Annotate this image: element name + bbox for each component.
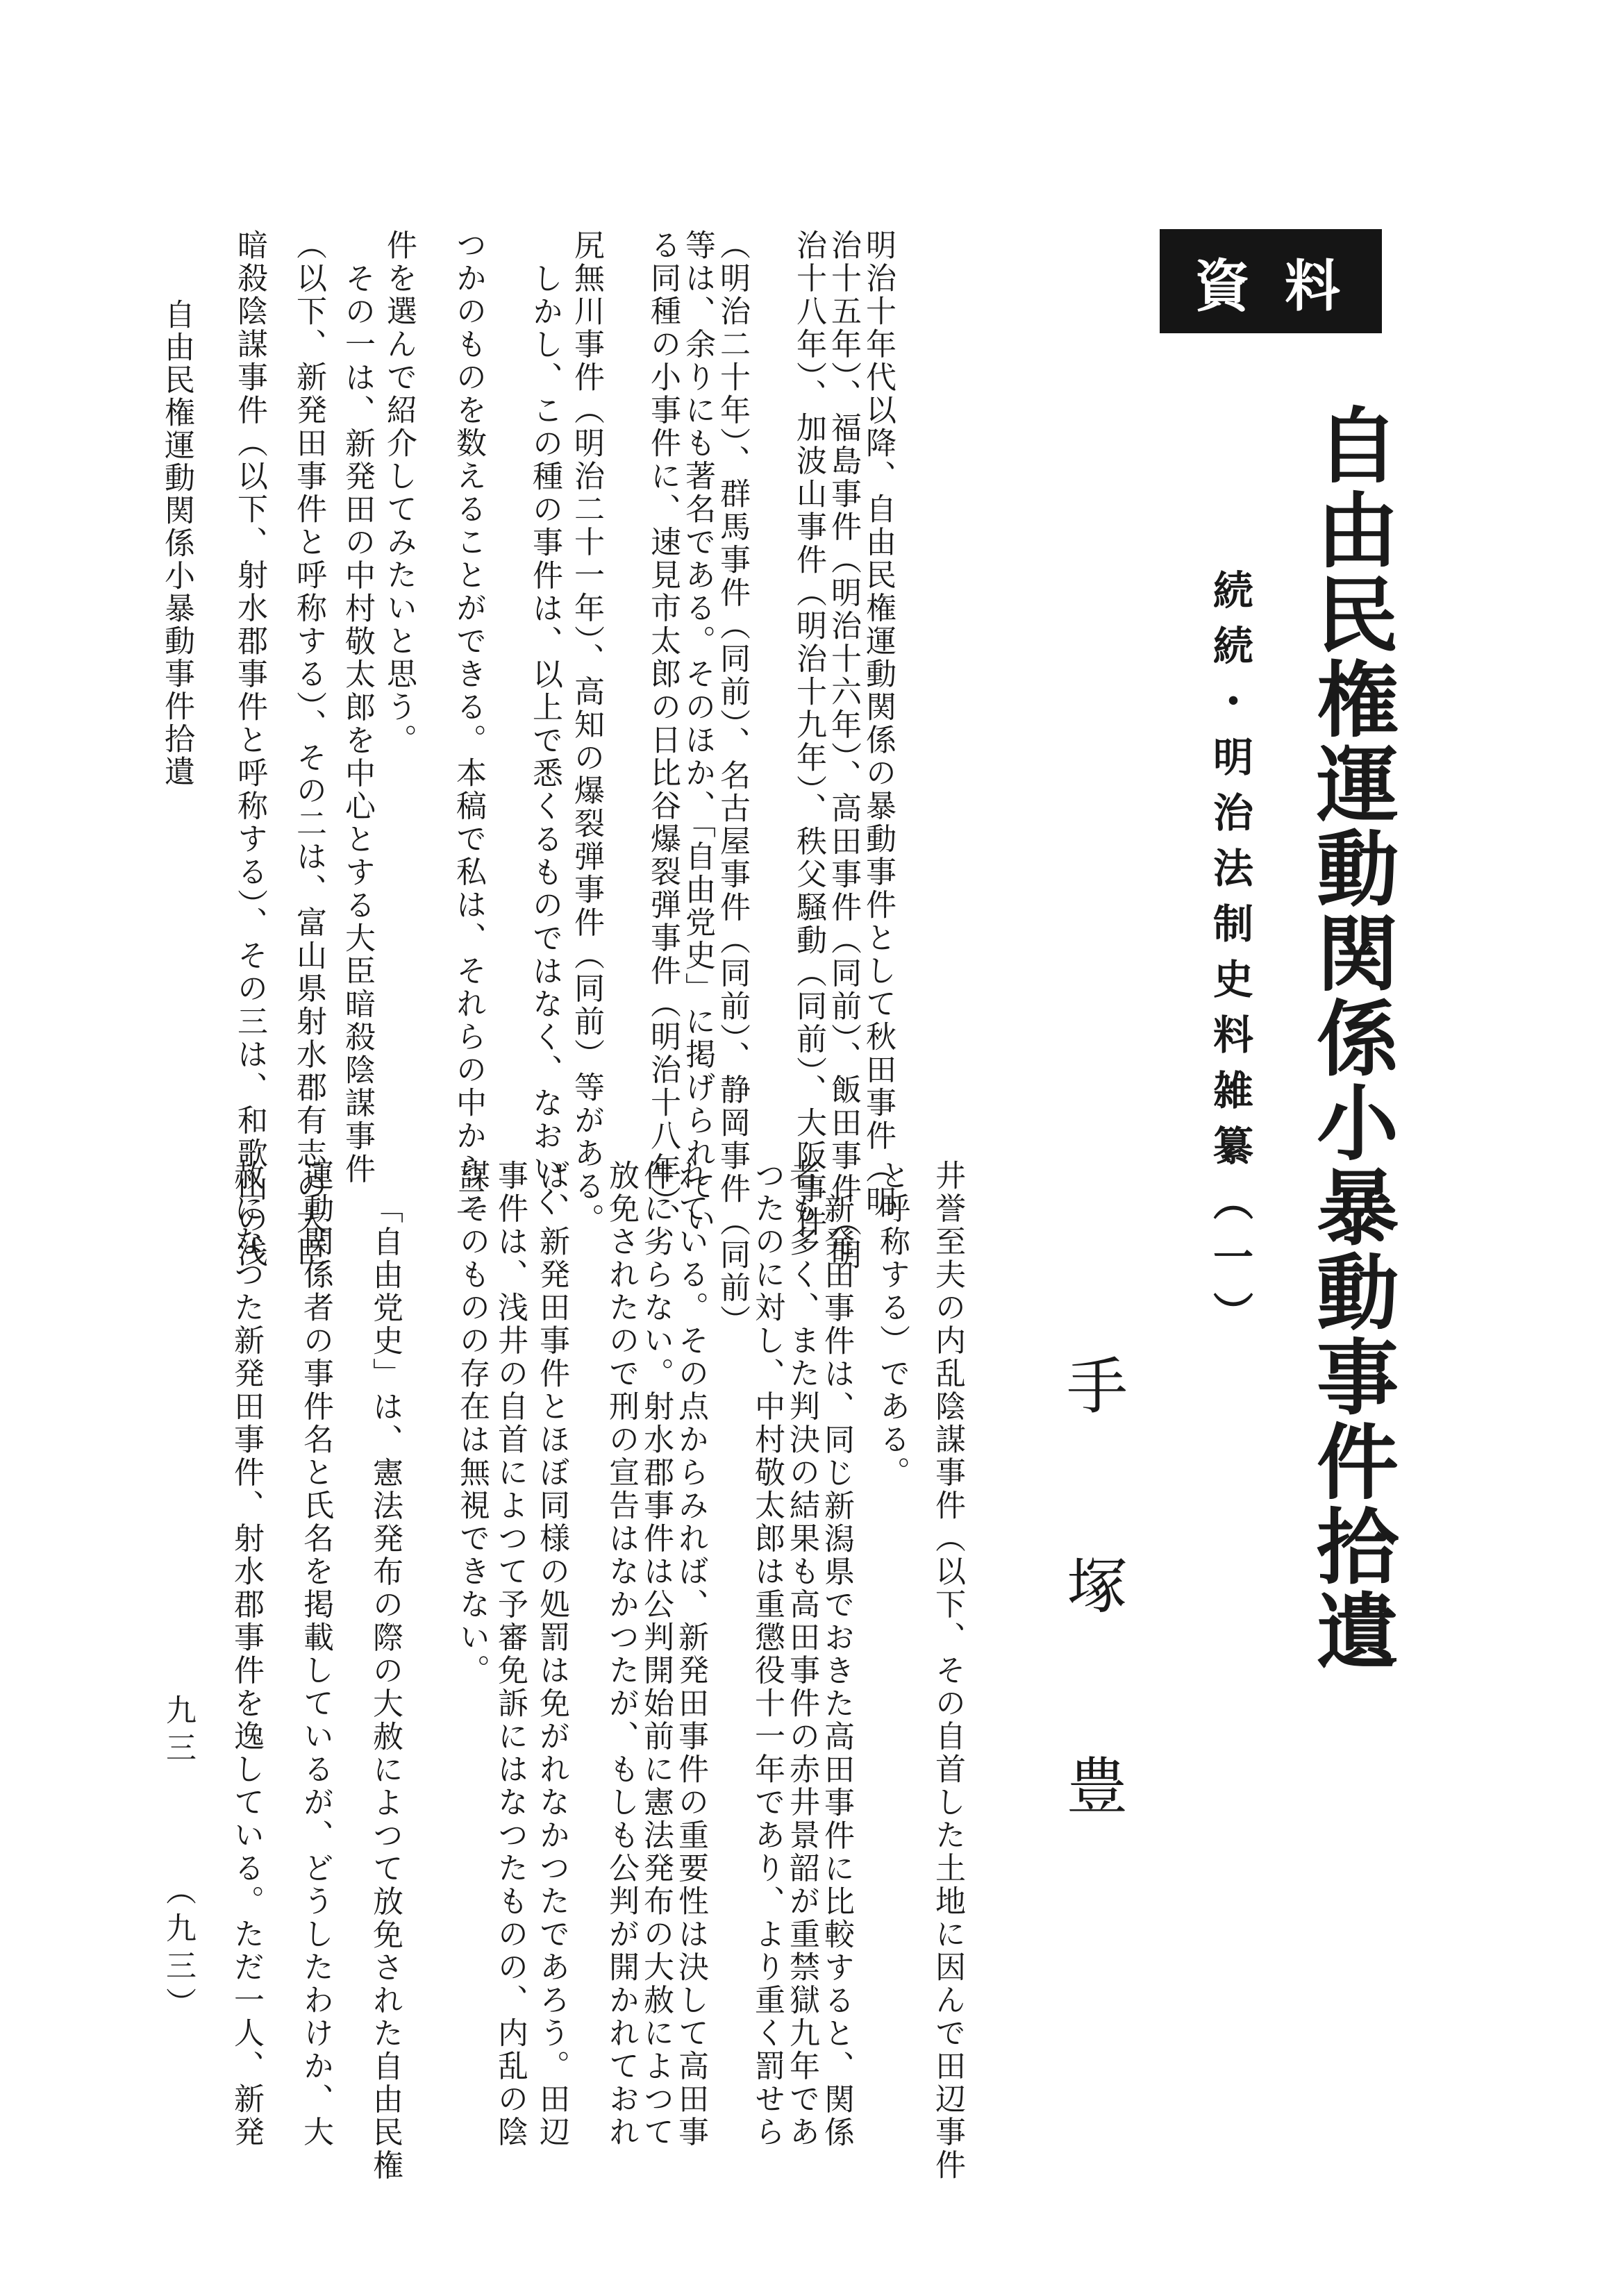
body-lower-line-5: つたのに対し、中村敬太郎は重懲役十一年であり、より重く罰せら: [749, 1159, 785, 2149]
body-upper-line-11: その一は、新発田の中村敬太郎を中心とする大臣暗殺陰謀事件: [340, 262, 375, 1186]
body-upper-line-1: 明治十年代以降、自由民権運動関係の暴動事件として秋田事件（明: [860, 229, 896, 1218]
running-title: 自由民権運動関係小暴動事件拾遺: [159, 299, 194, 788]
body-lower-line-7: 件に劣らない。射水郡事件は公判開始前に憲法発布の大赦によつて: [638, 1159, 674, 2149]
body-upper-line-13: 暗殺陰謀事件（以下、射水郡事件と呼称する）、その三は、和歌山の浅: [232, 229, 267, 1269]
body-upper-line-3: 治十八年）、加波山事件（明治十九年）、秩父騒動（同前）、大阪事件: [791, 229, 826, 1239]
page-number: 九三: [160, 1694, 196, 1769]
body-lower-line-14: 赦になつた新発田事件、射水郡事件を逸している。ただ一人、新発: [228, 1159, 264, 2149]
body-lower-line-10: 事件は、浅井の自首によつて予審免訴にはなつたものの、内乱の陰: [492, 1159, 528, 2149]
body-lower-line-13: 運動関係者の事件名と氏名を掲載しているが、どうしたわけか、大: [298, 1159, 333, 2149]
body-lower-line-2: と呼称する）である。: [874, 1159, 910, 1489]
body-upper-line-4: （明治二十年）、群馬事件（同前）、名古屋事件（同前）、静岡事件（同前）: [715, 229, 750, 1338]
body-upper-line-8: しかし、この種の事件は、以上で悉くるものではなく、なおいく: [527, 262, 562, 1219]
body-upper-line-7: 尻無川事件（明治二十一年）、高知の爆裂弾事件（同前）等がある。: [569, 229, 604, 1237]
body-lower-line-1: 井誉至夫の内乱陰謀事件（以下、その自首した土地に因んで田辺事件: [930, 1159, 965, 2182]
body-upper-line-2: 治十五年）、福島事件（明治十六年）、高田事件（同前）、飯田事件（明: [826, 229, 861, 1272]
article-subtitle: 続続・明治法制史料雑纂（一）: [1206, 569, 1253, 1347]
body-upper-line-12: （以下、新発田事件と呼称する）、その二は、富山県射水郡有志の大臣: [291, 229, 326, 1269]
body-lower-line-8: 放免されたので刑の宣告はなかつたが、もしも公判が開かれておれ: [603, 1159, 639, 2149]
body-lower-line-11: 謀そのものの存在は無視できない。: [454, 1159, 490, 1687]
section-badge: 資料: [1160, 229, 1382, 333]
body-upper-line-9: つかのものを数えることができる。本稿で私は、それらの中から三: [451, 229, 486, 1218]
body-lower-line-9: ば、新発田事件とほぼ同様の処罰は免がれなかつたであろう。田辺: [534, 1159, 569, 2149]
body-lower-line-3: 新発田事件は、同じ新潟県でおきた高田事件に比較すると、関係: [819, 1193, 854, 2150]
author-name: 手塚豊: [1057, 1354, 1128, 1954]
body-upper-line-10: 件を選んで紹介してみたいと思う。: [381, 229, 417, 757]
article-title: 自由民権運動関係小暴動事件拾遺: [1303, 403, 1399, 1673]
body-upper-line-5: 等は、余りにも著名である。そのほか、「自由党史」に掲げられてい: [680, 229, 715, 1237]
body-lower-line-4: 者も多く、また判決の結果も高田事件の赤井景韶が重禁獄九年であ: [784, 1159, 819, 2149]
body-lower-line-12: 「自由党史」は、憲法発布の際の大赦によつて放免された自由民権: [367, 1193, 403, 2182]
body-upper-line-6: る同種の小事件に、速見市太郎の日比谷爆裂弾事件（明治十八年）、: [645, 229, 681, 1237]
body-lower-line-6: れている。その点からみれば、新発田事件の重要性は決して高田事: [673, 1159, 708, 2149]
page-number-paren: （九三）: [160, 1875, 196, 2025]
